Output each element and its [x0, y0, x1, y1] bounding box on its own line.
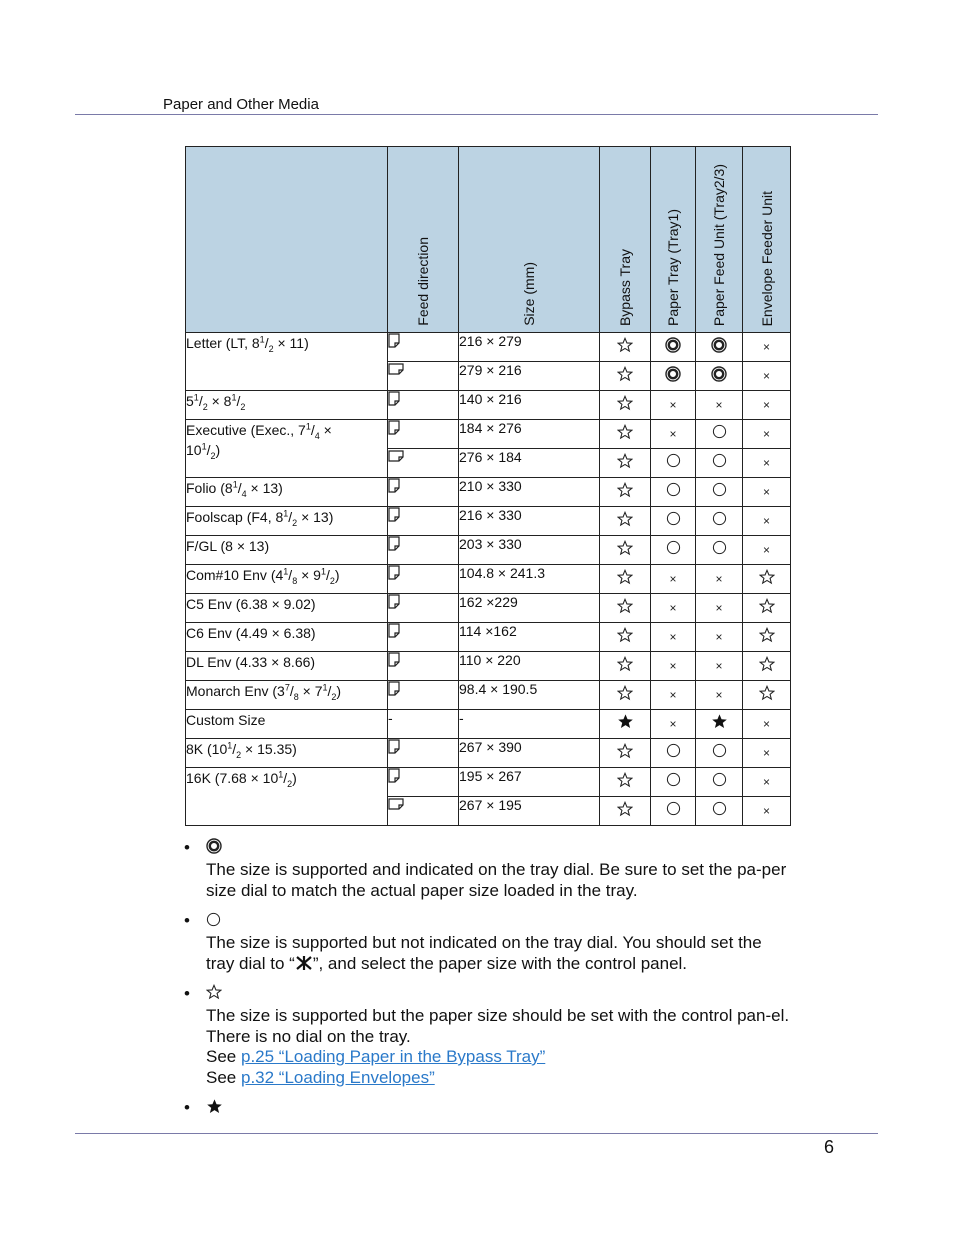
paper-name: Letter (LT, $8^1/_2 \times 11$): [186, 333, 388, 391]
col-tray23: Paper Feed Unit (Tray2/3): [696, 147, 743, 333]
star-outline-mark: [600, 478, 651, 507]
circle-mark: [696, 507, 743, 536]
table-row: [186, 420, 791, 449]
double-circle-icon: [206, 838, 222, 860]
star-outline-mark: [600, 594, 651, 623]
circle-mark: [651, 478, 696, 507]
paper-name: Foolscap (F4, $8^1/_2 \times 13$): [186, 507, 388, 536]
circle-mark: [651, 797, 696, 826]
circle-mark: [696, 420, 743, 449]
circle-mark: [696, 739, 743, 768]
double-circle-mark: [696, 333, 743, 362]
note-item: [184, 838, 794, 901]
table-row: [186, 507, 791, 536]
paper-size: 114 ×162: [459, 623, 600, 652]
paper-name: Custom Size: [186, 710, 388, 739]
cross-mark: ×: [743, 333, 791, 362]
paper-size: 184 × 276: [459, 420, 600, 449]
cross-mark: ×: [696, 391, 743, 420]
paper-size: 203 × 330: [459, 536, 600, 565]
star-outline-mark: [600, 797, 651, 826]
paper-size: 267 × 195: [459, 797, 600, 826]
double-circle-mark: [651, 362, 696, 391]
paper-name: $5^1/_2 \times 8^1/_2$: [186, 391, 388, 420]
footer-rule: [75, 1133, 878, 1134]
bullet-icon: •: [184, 984, 190, 1003]
double-circle-mark: [651, 333, 696, 362]
note-text: The size is supported but not indicated on the tray dial. You should set the tray dial to “ ”, and select the paper size with the control panel.: [206, 933, 762, 973]
landscape-feed-icon: [388, 362, 459, 391]
cross-mark: ×: [696, 681, 743, 710]
paper-size: 162 ×229: [459, 594, 600, 623]
table-row: [186, 536, 791, 565]
table-row: [186, 478, 791, 507]
star-outline-mark: [600, 739, 651, 768]
cross-mark: ×: [743, 768, 791, 797]
paper-size: 276 × 184: [459, 449, 600, 478]
star-outline-mark: [600, 768, 651, 797]
col-tray1: Paper Tray (Tray1): [651, 147, 696, 333]
paper-name: 8K $(10^1/_2 \times 15.35)$: [186, 739, 388, 768]
star-outline-mark: [600, 536, 651, 565]
link-loading-envelopes[interactable]: p.32 “Loading Envelopes”: [240, 1067, 435, 1087]
star-filled-mark: [696, 710, 743, 739]
portrait-feed-icon: [388, 420, 459, 449]
table-row: [186, 710, 791, 739]
paper-size: 140 × 216: [459, 391, 600, 420]
paper-size: 195 × 267: [459, 768, 600, 797]
paper-size: 210 × 330: [459, 478, 600, 507]
cross-mark: ×: [651, 652, 696, 681]
paper-size: 216 × 279: [459, 333, 600, 362]
table-row: [186, 652, 791, 681]
portrait-feed-icon: [388, 739, 459, 768]
header-blank: [186, 147, 388, 333]
paper-name: F/GL (8 × 13): [186, 536, 388, 565]
circle-mark: [651, 768, 696, 797]
circle-mark: [696, 449, 743, 478]
star-outline-mark: [743, 594, 791, 623]
portrait-feed-icon: [388, 507, 459, 536]
cross-mark: ×: [743, 420, 791, 449]
paper-name: C5 Env (6.38 × 9.02): [186, 594, 388, 623]
star-outline-mark: [600, 565, 651, 594]
star-outline-mark: [600, 623, 651, 652]
cross-mark: ×: [651, 391, 696, 420]
table-row: [186, 333, 791, 362]
paper-size: 279 × 216: [459, 362, 600, 391]
star-filled-icon: [206, 1098, 223, 1121]
paper-name: Executive (Exec., $7^1/_4$ × $10^1/_2$): [186, 420, 388, 478]
star-outline-mark: [743, 565, 791, 594]
cross-mark: ×: [696, 594, 743, 623]
col-bypass-tray: Bypass Tray: [600, 147, 651, 333]
cross-mark: ×: [743, 362, 791, 391]
cross-mark: ×: [651, 594, 696, 623]
cross-mark: ×: [651, 565, 696, 594]
running-header: Paper and Other Media: [163, 96, 319, 113]
paper-size: 216 × 330: [459, 507, 600, 536]
landscape-feed-icon: [388, 797, 459, 826]
portrait-feed-icon: [388, 652, 459, 681]
cross-mark: ×: [696, 623, 743, 652]
note-item: [184, 1098, 794, 1120]
star-outline-mark: [600, 507, 651, 536]
bullet-icon: •: [184, 838, 190, 857]
legend-notes: [184, 838, 794, 1130]
paper-size: -: [459, 710, 600, 739]
paper-name: DL Env (4.33 × 8.66): [186, 652, 388, 681]
asterisk-dial-icon: [295, 954, 313, 973]
cross-mark: ×: [651, 623, 696, 652]
note-item: [184, 911, 794, 974]
cross-mark: ×: [743, 797, 791, 826]
star-outline-mark: [743, 623, 791, 652]
note-text: The size is supported but the paper size should be set with the control pan-el. There is no dial on the tray. See p.25 “Loading Paper in the Bypass Tray” See p.32 “Loading Envelopes”: [206, 1006, 790, 1087]
cross-mark: ×: [651, 681, 696, 710]
double-circle-mark: [696, 362, 743, 391]
cross-mark: ×: [743, 710, 791, 739]
cross-mark: ×: [743, 478, 791, 507]
portrait-feed-icon: [388, 478, 459, 507]
portrait-feed-icon: [388, 565, 459, 594]
star-outline-mark: [600, 420, 651, 449]
col-envelope-feeder: Envelope Feeder Unit: [743, 147, 791, 333]
portrait-feed-icon: [388, 536, 459, 565]
header-rule: [75, 114, 878, 115]
portrait-feed-icon: [388, 594, 459, 623]
table-row: [186, 681, 791, 710]
star-outline-mark: [600, 449, 651, 478]
table-row: [186, 768, 791, 797]
portrait-feed-icon: [388, 333, 459, 362]
paper-size: 104.8 × 241.3: [459, 565, 600, 594]
circle-mark: [696, 797, 743, 826]
circle-mark: [651, 536, 696, 565]
table-row: [186, 391, 791, 420]
circle-mark: [651, 507, 696, 536]
paper-size-table: [185, 146, 791, 826]
star-outline-mark: [600, 362, 651, 391]
cross-mark: ×: [743, 449, 791, 478]
col-feed-direction: Feed direction: [388, 147, 459, 333]
star-filled-mark: [600, 710, 651, 739]
star-outline-mark: [600, 333, 651, 362]
circle-mark: [696, 536, 743, 565]
bullet-icon: •: [184, 1098, 190, 1117]
cross-mark: ×: [696, 652, 743, 681]
star-outline-icon: [206, 984, 222, 1006]
portrait-feed-icon: [388, 391, 459, 420]
circle-mark: [651, 739, 696, 768]
circle-mark: [696, 478, 743, 507]
cross-mark: ×: [743, 536, 791, 565]
circle-icon: [206, 912, 221, 933]
paper-size: 110 × 220: [459, 652, 600, 681]
table-row: [186, 565, 791, 594]
table-row: [186, 623, 791, 652]
circle-mark: [696, 768, 743, 797]
table-row: [186, 739, 791, 768]
portrait-feed-icon: [388, 768, 459, 797]
bullet-icon: •: [184, 911, 190, 930]
cross-mark: ×: [743, 739, 791, 768]
landscape-feed-icon: [388, 449, 459, 478]
cross-mark: ×: [696, 565, 743, 594]
cross-mark: ×: [651, 420, 696, 449]
paper-name: 16K $(7.68 \times 10^1/_2)$: [186, 768, 388, 826]
note-text: The size is supported and indicated on the tray dial. Be sure to set the pa-per size dial to match the actual paper size loaded in the tray.: [206, 860, 787, 900]
note-item: [184, 984, 794, 1088]
paper-size: 98.4 × 190.5: [459, 681, 600, 710]
link-bypass-tray[interactable]: p.25 “Loading Paper in the Bypass Tray”: [240, 1047, 546, 1066]
star-outline-mark: [600, 652, 651, 681]
cross-mark: ×: [743, 507, 791, 536]
star-outline-mark: [600, 681, 651, 710]
cross-mark: ×: [743, 391, 791, 420]
star-outline-mark: [743, 652, 791, 681]
feed-direction-text: -: [388, 710, 459, 739]
cross-mark: ×: [651, 710, 696, 739]
col-size: Size (mm): [459, 147, 600, 333]
table-row: [186, 594, 791, 623]
star-outline-mark: [743, 681, 791, 710]
page-number: 6: [824, 1137, 835, 1157]
paper-size: 267 × 390: [459, 739, 600, 768]
portrait-feed-icon: [388, 681, 459, 710]
portrait-feed-icon: [388, 623, 459, 652]
paper-name: Com#10 Env $(4^1/_8 \times 9^1/_2)$: [186, 565, 388, 594]
circle-mark: [651, 449, 696, 478]
paper-name: Folio $(8^1/_4 \times 13)$: [186, 478, 388, 507]
paper-name: Monarch Env $(3^7/_8 \times 7^1/_2)$: [186, 681, 388, 710]
star-outline-mark: [600, 391, 651, 420]
paper-name: C6 Env (4.49 × 6.38): [186, 623, 388, 652]
